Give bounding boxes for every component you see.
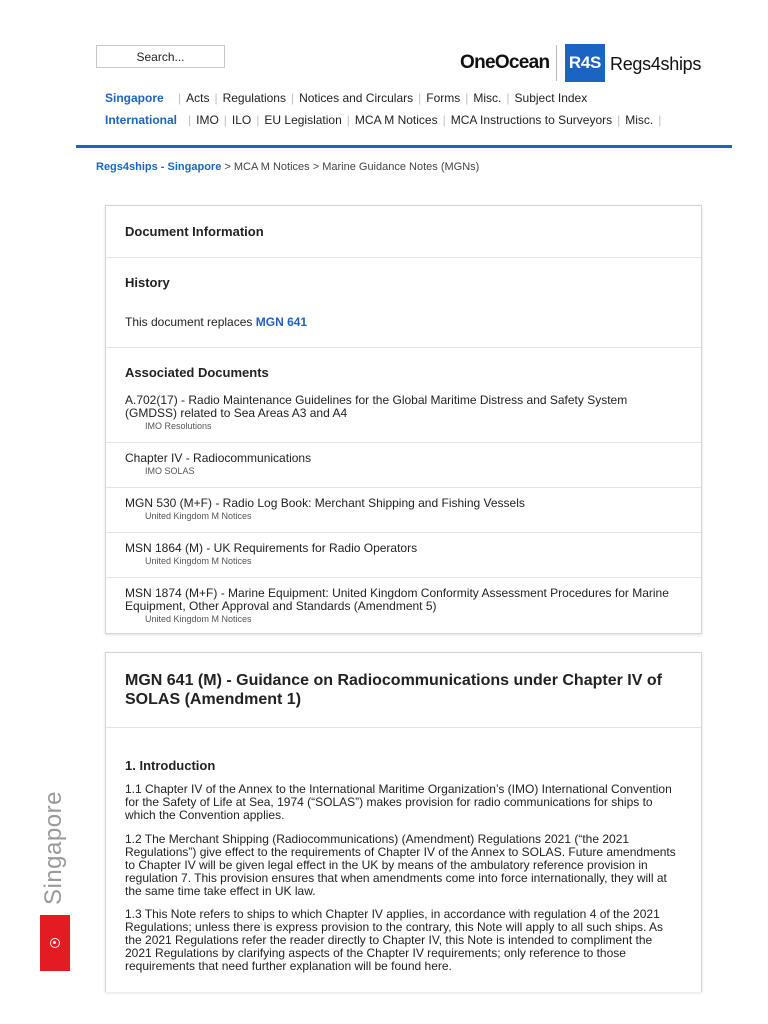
doc-info-title: Document Information xyxy=(125,224,264,239)
nav-separator: | xyxy=(442,113,446,127)
section-heading: 1. Introduction xyxy=(125,758,216,773)
history-text xyxy=(125,315,307,329)
assoc-item-source: IMO Resolutions xyxy=(145,421,212,431)
nav-mca-m-notices[interactable]: MCA M Notices xyxy=(354,113,438,127)
international-nav xyxy=(105,113,666,127)
assoc-item-title[interactable]: MGN 530 (M+F) - Radio Log Book: Merchant Shipping and Fishing Vessels xyxy=(125,496,525,510)
history-title: History xyxy=(125,275,170,290)
nav-eu-legislation[interactable]: EU Legislation xyxy=(264,113,342,127)
singapore-flag-icon[interactable] xyxy=(40,915,70,971)
nav-acts[interactable]: Acts xyxy=(186,91,210,105)
nav-separator: | xyxy=(290,91,295,105)
breadcrumb-home[interactable]: Regs4ships - Singapore xyxy=(96,161,222,173)
assoc-item[interactable] xyxy=(106,443,701,488)
nav-separator: | xyxy=(346,113,350,127)
sidebar-region-text: Singapore xyxy=(40,791,67,905)
nav-regulations[interactable]: Regulations xyxy=(222,91,286,105)
flag-emblem-icon xyxy=(50,938,60,948)
breadcrumb-sep: > xyxy=(309,161,323,173)
nav-imo[interactable]: IMO xyxy=(196,113,219,127)
header-divider xyxy=(76,145,732,148)
nav-separator: | xyxy=(178,91,182,105)
assoc-item-title[interactable]: MSN 1874 (M+F) - Marine Equipment: United Kingdom Conformity Assessment Procedures for Marine Equipment, Other Approval and Standards (Amendment 5) xyxy=(125,586,669,613)
nav-separator: | xyxy=(465,91,469,105)
search-input[interactable] xyxy=(96,45,225,68)
paragraph-1-3: 1.3 This Note refers to ships to which Chapter IV applies, in accordance with regulation 4 of the 2021 Regulations; unless there is express provision to the contrary, this Note will apply to all such ships. As the 2021 Regulations refer the reader directly to Chapter IV, this Note is intended to compliment the 2021 Regulations by clarifying aspects of the Chapter IV requirements; only reference to those requirements that need further explanation will be found here. xyxy=(125,907,664,973)
breadcrumb-mgns[interactable]: Marine Guidance Notes (MGNs) xyxy=(322,161,480,173)
nav-region-singapore[interactable]: Singapore xyxy=(105,91,164,105)
nav-separator: | xyxy=(188,113,192,127)
nav-forms[interactable]: Forms xyxy=(426,91,461,105)
breadcrumb-sep: > xyxy=(221,161,234,173)
nav-separator: | xyxy=(506,91,510,105)
assoc-header xyxy=(106,348,701,394)
history-text-prefix: This document replaces xyxy=(125,315,256,329)
breadcrumb-mca-m-notices[interactable]: MCA M Notices xyxy=(233,161,310,173)
assoc-item-source: United Kingdom M Notices xyxy=(145,614,252,624)
nav-separator: | xyxy=(658,113,662,127)
oneocean-logo[interactable]: OneOcean xyxy=(460,52,550,73)
assoc-item-source: United Kingdom M Notices xyxy=(145,556,252,566)
nav-misc[interactable]: Misc. xyxy=(473,91,502,105)
assoc-title: Associated Documents xyxy=(125,365,269,380)
document-header xyxy=(106,653,701,728)
assoc-item[interactable] xyxy=(106,394,701,443)
regional-nav xyxy=(105,91,587,105)
history-link-mgn641[interactable]: MGN 641 xyxy=(255,315,308,329)
nav-separator: | xyxy=(256,113,260,127)
breadcrumb xyxy=(96,161,479,173)
r4s-logo[interactable]: R4S xyxy=(565,44,605,82)
paragraph-1-2: 1.2 The Merchant Shipping (Radiocommunications) (Amendment) Regulations 2021 (“the 2021 Regulations”) give effect to the requirements of Chapter IV of the Annex to SOLAS. Future amendments to Chapter IV will be given legal effect in the UK by means of the ambulatory reference provision in regulation 7. This provision ensures that when amendments come into force internationally, they will at the same time take effect in UK law. xyxy=(125,832,676,898)
document-info-card xyxy=(105,205,702,634)
nav-notices-circulars[interactable]: Notices and Circulars xyxy=(299,91,414,105)
assoc-item[interactable] xyxy=(106,578,701,633)
assoc-item-title[interactable]: MSN 1864 (M) - UK Requirements for Radio Operators xyxy=(125,541,418,555)
logo-divider xyxy=(556,45,557,81)
nav-ilo[interactable]: ILO xyxy=(231,113,252,127)
nav-separator: | xyxy=(223,113,227,127)
nav-separator: | xyxy=(617,113,621,127)
doc-info-header xyxy=(106,206,701,258)
nav-subject-index[interactable]: Subject Index xyxy=(514,91,588,105)
document-title: MGN 641 (M) - Guidance on Radiocommunications under Chapter IV of SOLAS (Amendment 1) xyxy=(125,672,662,708)
assoc-item-title[interactable]: A.702(17) - Radio Maintenance Guidelines for the Global Maritime Distress and Safety System (GMDSS) related to Sea Areas A3 and A4 xyxy=(125,393,628,420)
nav-mca-instructions[interactable]: MCA Instructions to Surveyors xyxy=(450,113,613,127)
nav-separator: | xyxy=(418,91,422,105)
assoc-item-source: United Kingdom M Notices xyxy=(145,511,252,521)
assoc-item[interactable] xyxy=(106,488,701,533)
regs4ships-logo[interactable]: Regs4ships xyxy=(610,54,702,74)
history-section xyxy=(106,258,701,348)
associated-documents-section xyxy=(106,348,701,633)
document-body-card xyxy=(105,652,702,992)
nav-region-international[interactable]: International xyxy=(105,113,178,127)
paragraph-1-1: 1.1 Chapter IV of the Annex to the International Maritime Organization’s (IMO) International Convention for the Safety of Life at Sea, 1974 (“SOLAS”) makes provision for radio communications for ships to which the Convention applies. xyxy=(125,782,672,822)
assoc-item-source: IMO SOLAS xyxy=(145,466,195,476)
nav-separator: | xyxy=(214,91,218,105)
assoc-item[interactable] xyxy=(106,533,701,578)
assoc-item-title[interactable]: Chapter IV - Radiocommunications xyxy=(125,451,312,465)
nav-intl-misc[interactable]: Misc. xyxy=(625,113,654,127)
